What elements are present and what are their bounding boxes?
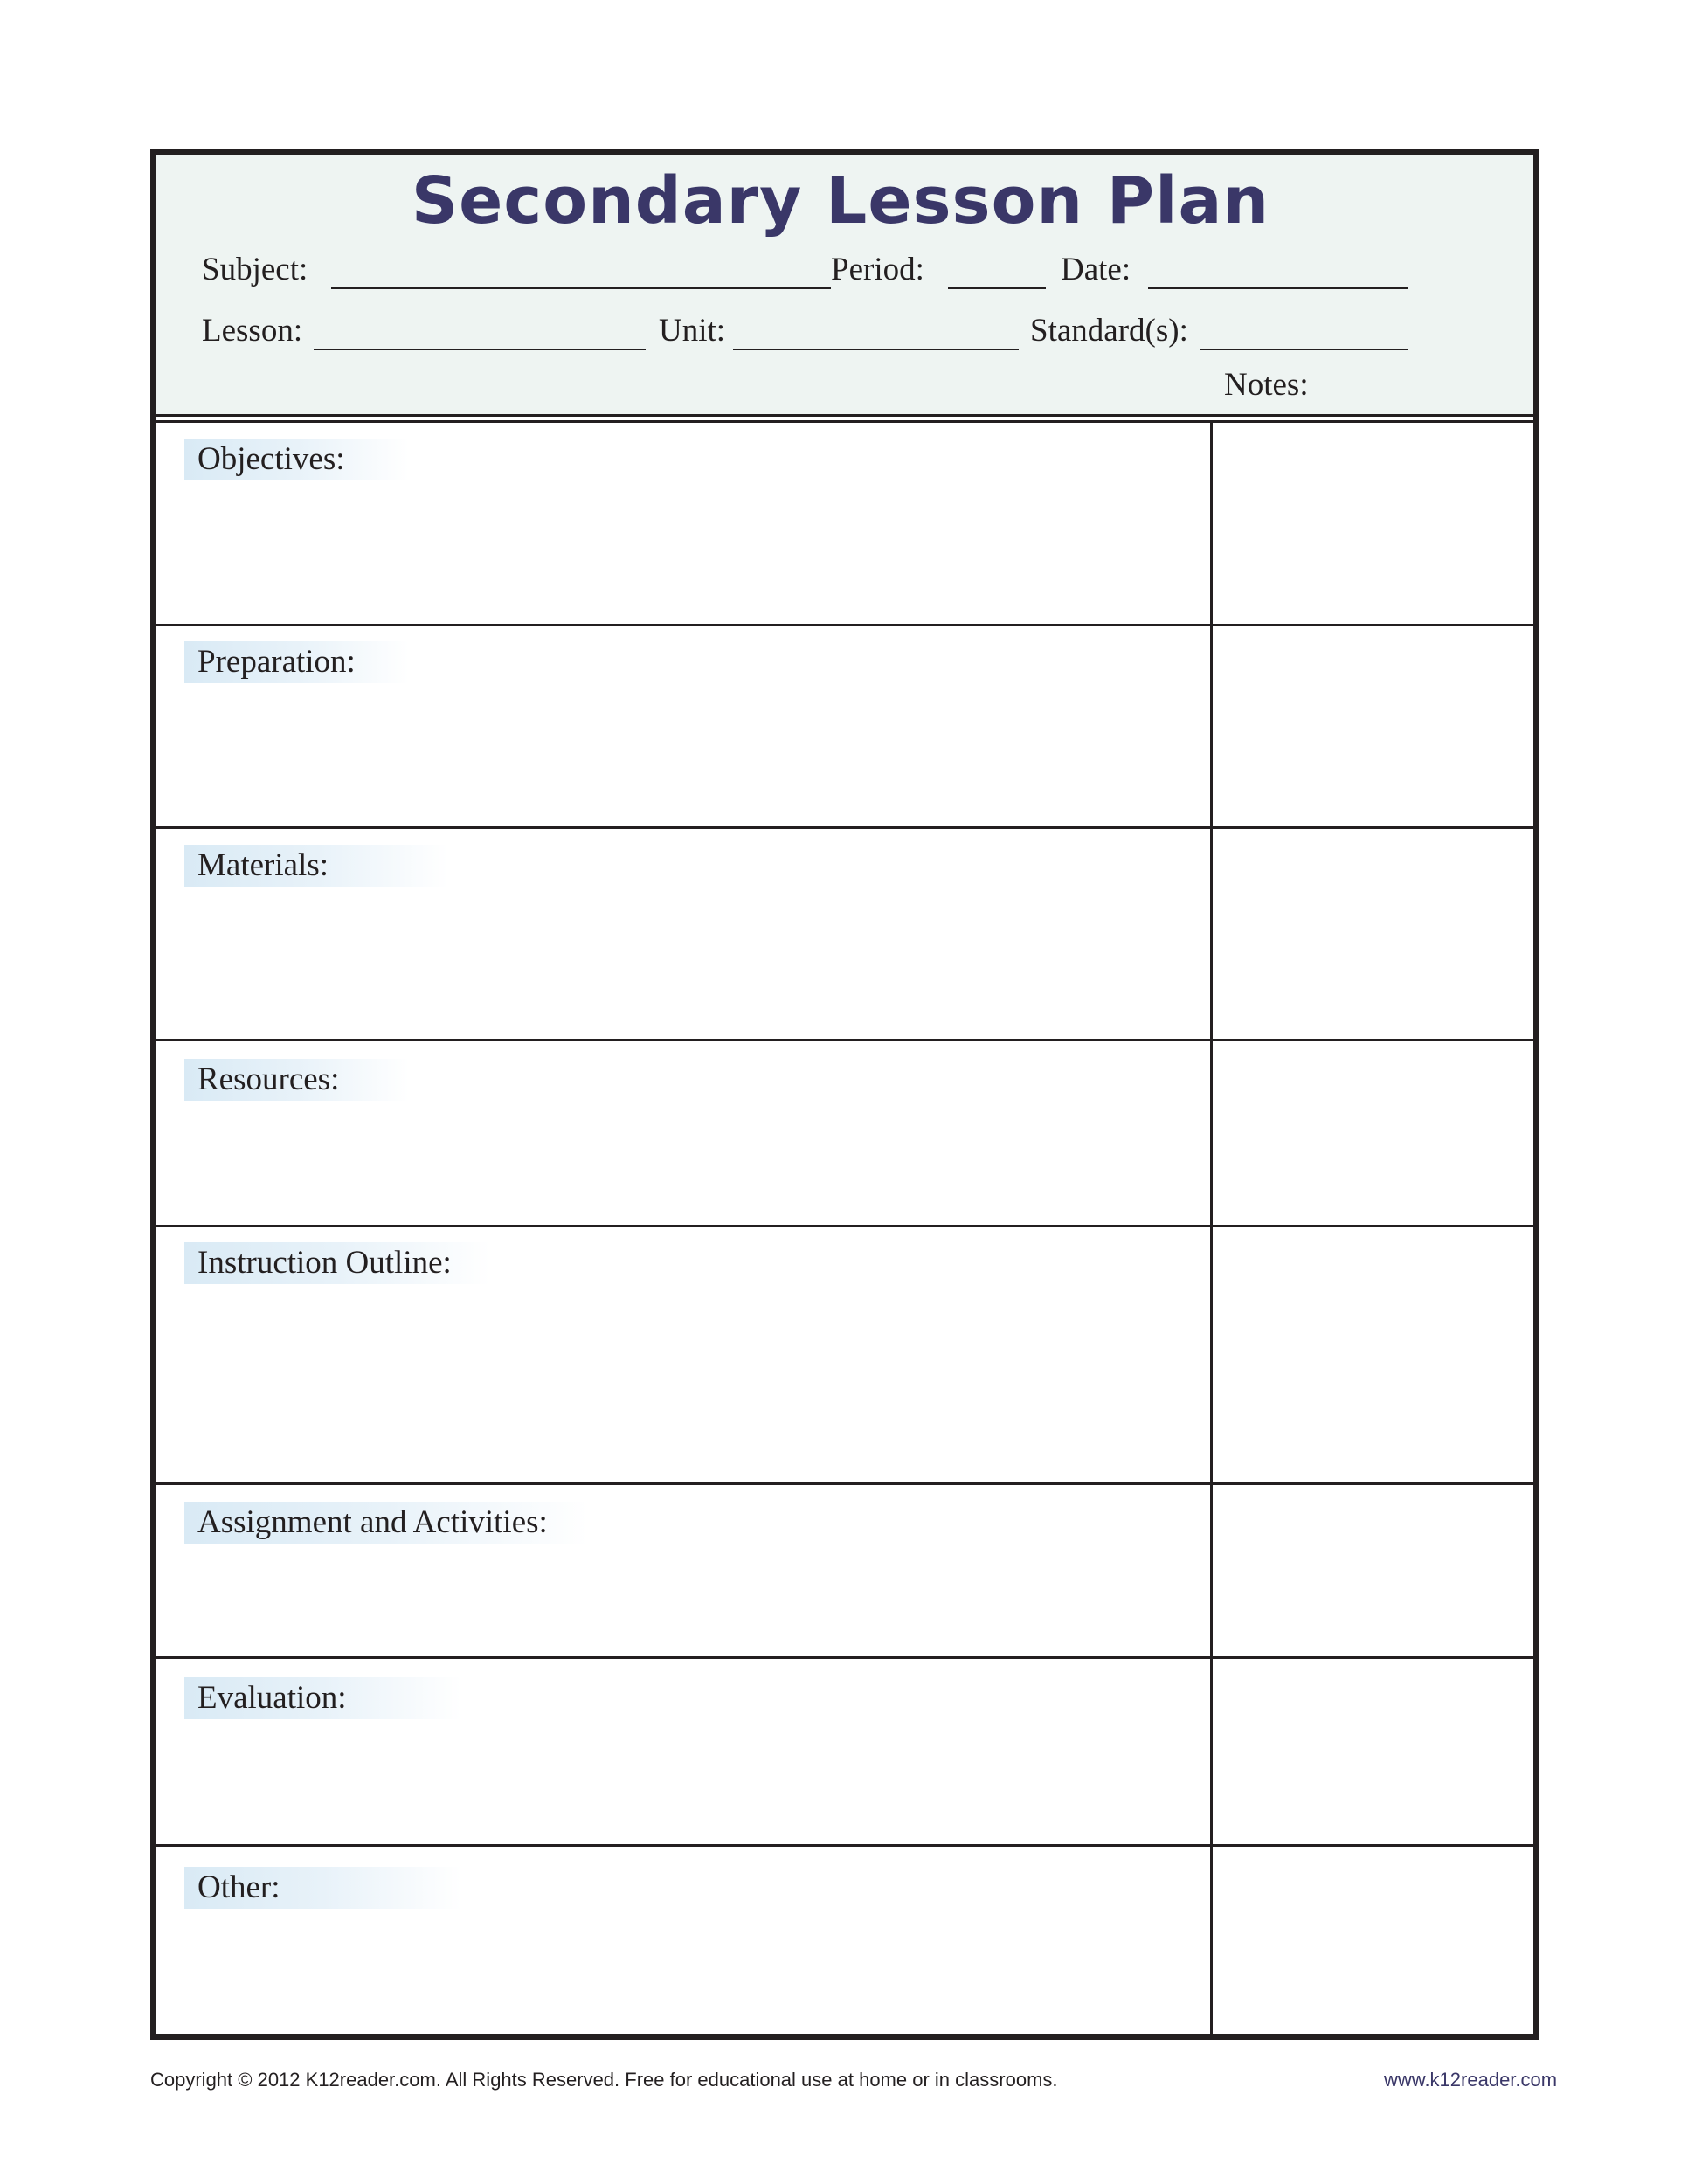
lesson-field[interactable] [314,349,646,350]
standards-label: Standard(s): [1030,313,1188,349]
subject-label: Subject: [202,252,308,287]
section-preparation-label: Preparation: [184,641,409,683]
section-materials-label: Materials: [184,845,448,887]
section-assignment-activities-label: Assignment and Activities: [184,1502,588,1544]
section-other-label: Other: [184,1867,461,1909]
form-header [156,155,1533,417]
page-title: Secondary Lesson Plan [411,163,1270,238]
notes-assignment-activities-field[interactable] [1213,1485,1533,1656]
website-link[interactable]: www.k12reader.com [1384,2069,1558,2091]
subject-field[interactable] [331,287,831,289]
notes-objectives-field[interactable] [1213,423,1533,624]
header-divider [156,414,1533,417]
notes-preparation-field[interactable] [1213,626,1533,826]
notes-materials-field[interactable] [1213,829,1533,1039]
unit-label: Unit: [659,313,726,349]
period-field[interactable] [948,287,1046,289]
notes-label: Notes: [1224,367,1309,403]
notes-other-field[interactable] [1213,1847,1533,2034]
section-resources-label: Resources: [184,1059,409,1101]
lesson-label: Lesson: [202,313,303,349]
notes-evaluation-field[interactable] [1213,1659,1533,1844]
section-instruction-outline-label: Instruction Outline: [184,1242,490,1284]
copyright-notice: Copyright © 2012 K12reader.com. All Rights Reserved. Free for educational use at home or in classrooms. [150,2069,1058,2091]
unit-field[interactable] [733,349,1019,350]
notes-resources-field[interactable] [1213,1041,1533,1225]
date-label: Date: [1061,252,1131,287]
notes-instruction-outline-field[interactable] [1213,1227,1533,1482]
section-objectives-label: Objectives: [184,439,409,480]
date-field[interactable] [1148,287,1408,289]
period-label: Period: [831,252,924,287]
standards-field[interactable] [1200,349,1408,350]
section-evaluation-label: Evaluation: [184,1677,461,1719]
lesson-plan-form [150,149,1539,2040]
